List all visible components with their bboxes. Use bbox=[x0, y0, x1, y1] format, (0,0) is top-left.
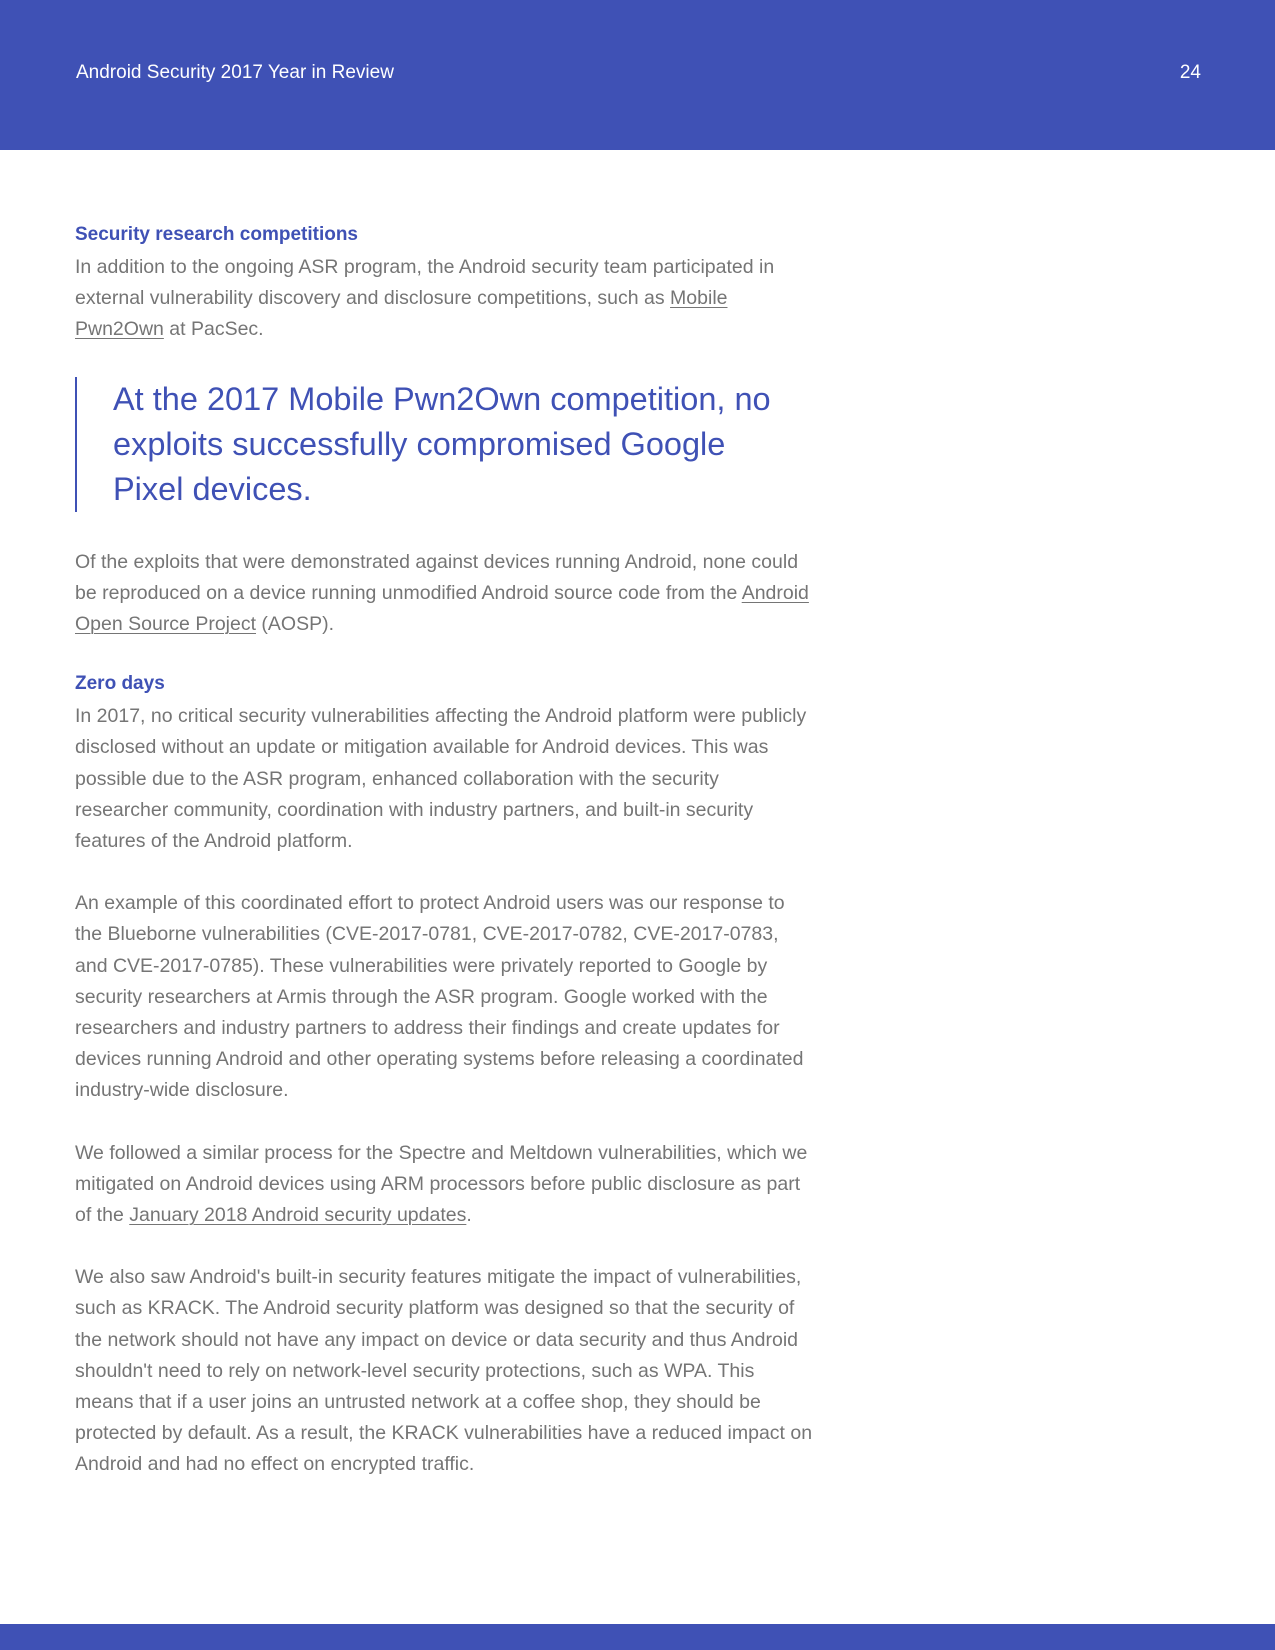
paragraph-blueborne: An example of this coordinated effort to protect Android users was our response to the Blueborne vulnerabilities (CVE-2017-0781, CVE-2017-0782, CVE-2017-0783, and CVE-2017-0785). These vulnerabilities were privately reported to Google by security researchers at Armis through the ASR program. Google worked with the researchers and industry partners to address their findings and create updates for devices running Android and other operating systems before releasing a coordinated industry-wide disclosure. bbox=[75, 892, 804, 1102]
paragraph-aosp-exploits: Of the exploits that were demonstrated against devices running Android, none could be reproduced on a device running unmodified Android source code from the Android Open Source Project (AOSP). bbox=[75, 550, 809, 636]
pull-quote bbox=[75, 377, 815, 512]
paragraph-zero-days-summary: In 2017, no critical security vulnerabilities affecting the Android platform were publicly disclosed without an update or mitigation available for Android devices. This was possible due to the ASR program, enhanced collaboration with the security researcher community, coordination with industry partners, and built-in security features of the Android platform. bbox=[75, 705, 807, 853]
paragraph-krack: We also saw Android's built-in security features mitigate the impact of vulnerabilities, such as KRACK. The Android security platform was designed so that the security of the network should not have any impact on device or data security and thus Android shouldn't need to rely on network-level security protections, such as WPA. This means that if a user joins an untrusted network at a coffee shop, they should be protected by default. As a result, the KRACK vulnerabilities have a reduced impact on Android and had no effect on encrypted traffic. bbox=[75, 1266, 813, 1476]
main-content bbox=[75, 222, 815, 1481]
page-number: 24 bbox=[1179, 62, 1201, 83]
footer-bar bbox=[0, 1624, 1275, 1650]
paragraph-competitions-intro: In addition to the ongoing ASR program, the Android security team participated in external vulnerability discovery and disclosure competitions, such as Mobile Pwn2Own at PacSec. bbox=[75, 256, 775, 341]
zero-days-section bbox=[75, 671, 815, 1480]
link-january-2018-security-updates[interactable]: January 2018 Android security updates bbox=[129, 1204, 467, 1227]
header-bar bbox=[0, 0, 1275, 150]
link-mobile-pwn2own[interactable]: Mobile Pwn2Own bbox=[75, 287, 728, 341]
paragraph-spectre-meltdown: We followed a similar process for the Spectre and Meltdown vulnerabilities, which we mitigated on Android devices using ARM processors before public disclosure as part of the January 2018 Android security updates. bbox=[75, 1141, 808, 1227]
pull-quote-text: At the 2017 Mobile Pwn2Own competition, no exploits successfully compromised Google Pixel devices. bbox=[113, 380, 771, 507]
heading-security-research-competitions: Security research competitions bbox=[75, 224, 358, 245]
heading-zero-days: Zero days bbox=[75, 673, 165, 695]
document-title: Android Security 2017 Year in Review bbox=[76, 62, 394, 83]
link-android-open-source-project[interactable]: Android Open Source Project bbox=[75, 581, 809, 636]
